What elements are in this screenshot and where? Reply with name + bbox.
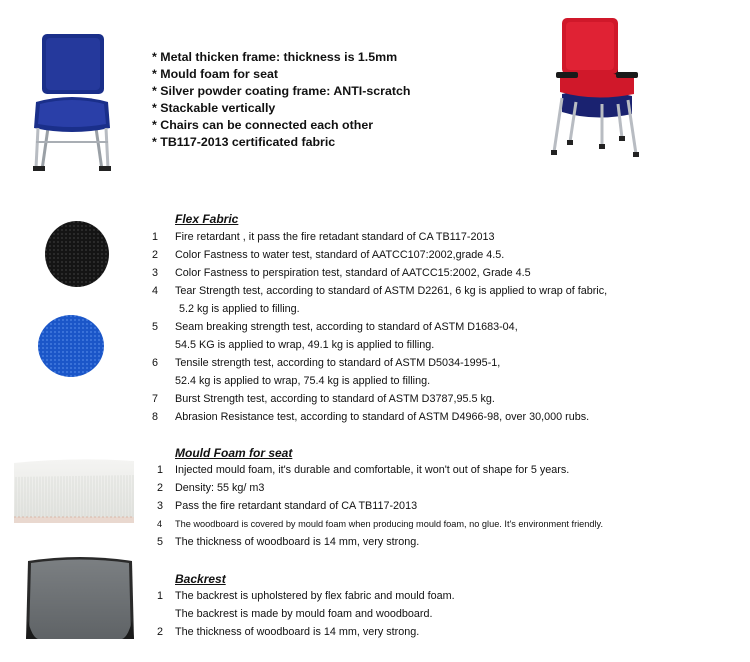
list-number: 4 [157, 519, 163, 529]
list-text-continuation: 52.4 kg is applied to wrap, 75.4 kg is applied to filling. [175, 375, 431, 387]
backrest-image [22, 553, 138, 639]
list-text: The backrest is upholstered by flex fabric and mould foam. [175, 590, 455, 602]
list-text: Pass the fire retardant standard of CA TB117-2013 [175, 500, 418, 512]
backrest-list [157, 590, 717, 650]
mould-foam-title: Mould Foam for seat [175, 446, 293, 460]
list-text: The thickness of woodboard is 14 mm, very strong. [175, 626, 420, 638]
flex-fabric-title: Flex Fabric [175, 212, 239, 226]
list-text: Fire retardant , it pass the fire retadant standard of CA TB117-2013 [175, 231, 495, 243]
mould-foam-list [157, 464, 717, 560]
list-text: Color Fastness to perspiration test, standard of AATCC15:2002, Grade 4.5 [175, 267, 531, 279]
list-text: The thickness of woodboard is 14 mm, very strong. [175, 536, 420, 548]
list-number: 3 [157, 500, 164, 512]
feature-item: * Silver powder coating frame: ANTI-scratch [152, 83, 411, 98]
list-text: Burst Strength test, according to standard of ASTM D3787,95.5 kg. [175, 393, 495, 405]
list-text-continuation: 5.2 kg is applied to filling. [179, 303, 300, 315]
list-text: Injected mould foam, it's durable and comfortable, it won't out of shape for 5 years. [175, 464, 570, 476]
list-text: Tensile strength test, according to standard of ASTM D5034-1995-1, [175, 357, 501, 369]
backrest-title: Backrest [175, 572, 226, 586]
list-text-continuation: 54.5 KG is applied to wrap, 49.1 kg is applied to filling. [175, 339, 435, 351]
list-text: Color Fastness to water test, standard of AATCC107:2002,grade 4.5. [175, 249, 505, 261]
list-number: 3 [152, 267, 159, 279]
list-number: 4 [152, 285, 159, 297]
list-number: 5 [152, 321, 159, 333]
list-text: Abrasion Resistance test, according to standard of ASTM D4966-98, over 30,000 rubs. [175, 411, 590, 423]
list-number: 8 [152, 411, 159, 423]
black-fabric-swatch [44, 220, 110, 288]
list-number: 1 [157, 464, 164, 476]
feature-item: * Mould foam for seat [152, 66, 278, 81]
list-number: 5 [157, 536, 164, 548]
list-number: 1 [157, 590, 164, 602]
list-text: Density: 55 kg/ m3 [175, 482, 265, 494]
feature-item: * Chairs can be connected each other [152, 117, 374, 132]
list-number: 2 [157, 626, 164, 638]
feature-item: * Metal thicken frame: thickness is 1.5mm [152, 50, 398, 64]
list-text-continuation: The backrest is made by mould foam and woodboard. [175, 608, 433, 620]
stacked-chairs-image [540, 14, 645, 164]
list-number: 6 [152, 357, 159, 369]
list-number: 2 [152, 249, 159, 261]
feature-list [152, 49, 472, 150]
list-number: 1 [152, 231, 159, 243]
list-text: The woodboard is covered by mould foam when producing mould foam, no glue. It's environment friendly. [175, 519, 604, 529]
blue-chair-image [22, 30, 122, 175]
list-text: Tear Strength test, according to standard of ASTM D2261, 6 kg is applied to wrap of fabric, [175, 285, 608, 297]
flex-fabric-list [152, 231, 712, 431]
blue-fabric-swatch [37, 314, 105, 378]
list-number: 2 [157, 482, 164, 494]
feature-item: * TB117-2013 certificated fabric [152, 134, 336, 149]
mould-foam-image [12, 455, 136, 527]
list-number: 7 [152, 393, 159, 405]
feature-item: * Stackable vertically [152, 100, 276, 115]
list-text: Seam breaking strength test, according to standard of ASTM D1683-04, [175, 321, 518, 333]
